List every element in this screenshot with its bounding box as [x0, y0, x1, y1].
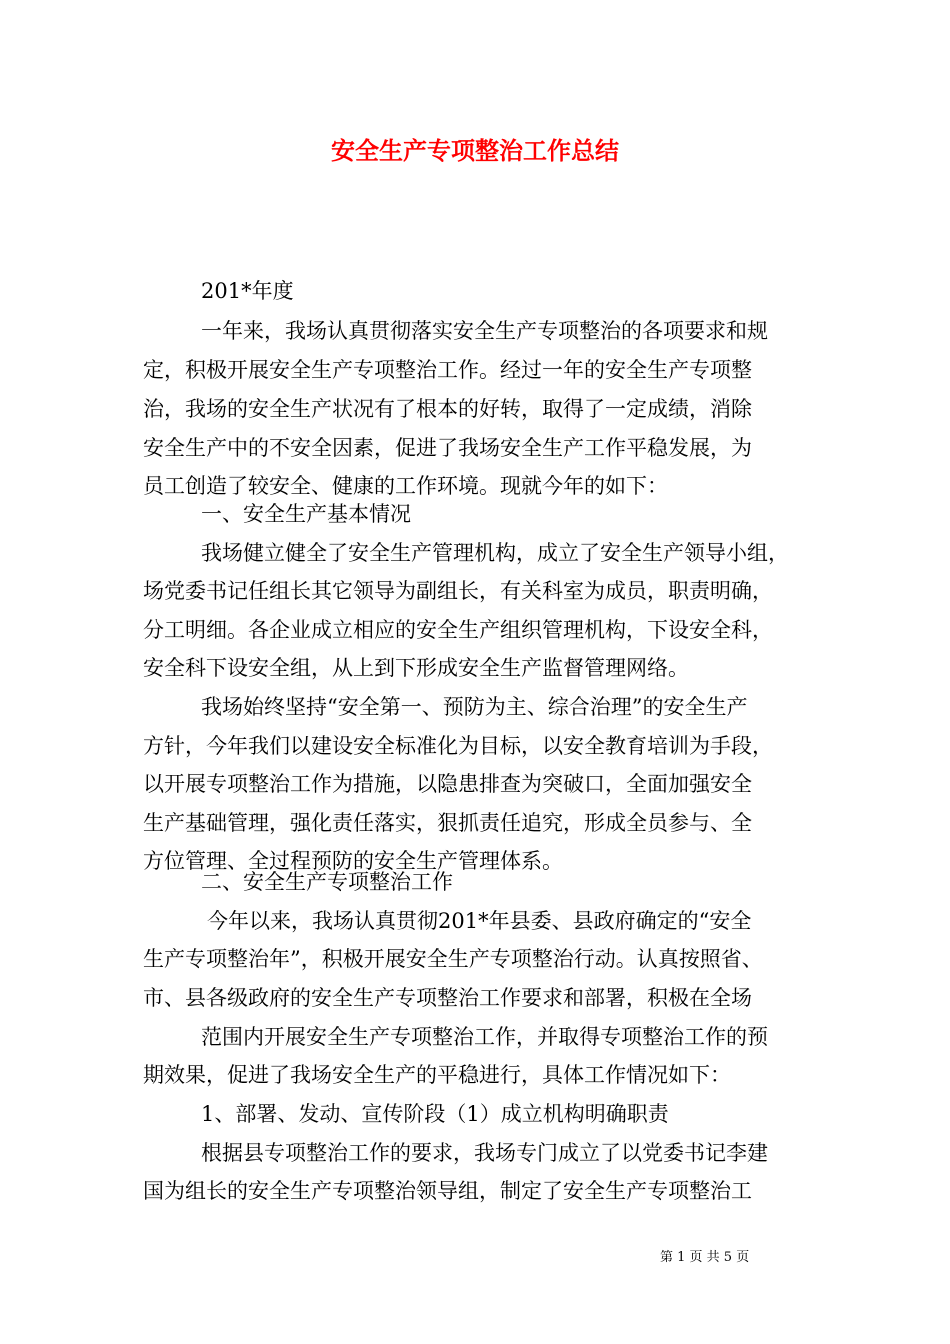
- body-line: 安全生产中的不安全因素，促进了我场安全生产工作平稳发展，为: [143, 436, 752, 460]
- section-heading: 一、安全生产基本情况: [201, 502, 411, 526]
- body-line: 场党委书记任组长其它领导为副组长，有关科室为成员，职责明确，: [143, 579, 773, 603]
- body-line: 分工明细。各企业成立相应的安全生产组织管理机构，下设安全科，: [143, 618, 773, 642]
- body-line: 市、县各级政府的安全生产专项整治工作要求和部署，积极在全场: [143, 986, 752, 1010]
- body-line: 治，我场的安全生产状况有了根本的好转，取得了一定成绩，消除: [143, 397, 752, 421]
- body-line: 我场始终坚持“安全第一、预防为主、综合治理”的安全生产: [201, 695, 748, 719]
- body-line: 方位管理、全过程预防的安全生产管理体系。: [143, 849, 563, 873]
- body-line: 范围内开展安全生产专项整治工作，并取得专项整治工作的预: [201, 1025, 768, 1049]
- body-line: 员工创造了较安全、健康的工作环境。现就今年的如下：: [143, 474, 668, 498]
- section-heading: 二、安全生产专项整治工作: [201, 870, 453, 894]
- body-line: 方针，今年我们以建设安全标准化为目标，以安全教育培训为手段，: [143, 734, 773, 758]
- body-line: 安全科下设安全组，从上到下形成安全生产监督管理网络。: [143, 656, 689, 680]
- body-line: 期效果，促进了我场安全生产的平稳进行，具体工作情况如下：: [143, 1063, 731, 1087]
- body-line: 定，积极开展安全生产专项整治工作。经过一年的安全生产专项整: [143, 358, 752, 382]
- body-line: 以开展专项整治工作为措施，以隐患排查为突破口，全面加强安全: [143, 772, 752, 796]
- subsection-heading: 1、部署、发动、宣传阶段（1）成立机构明确职责: [201, 1102, 669, 1126]
- document-title: 安全生产专项整治工作总结: [331, 136, 619, 165]
- body-line: 一年来，我场认真贯彻落实安全生产专项整治的各项要求和规: [201, 319, 768, 343]
- body-line: 国为组长的安全生产专项整治领导组，制定了安全生产专项整治工: [143, 1179, 752, 1203]
- body-line: 生产专项整治年”，积极开展安全生产专项整治行动。认真按照省、: [143, 947, 763, 971]
- body-line: 根据县专项整治工作的要求，我场专门成立了以党委书记李建: [201, 1141, 768, 1165]
- body-line: 我场健立健全了安全生产管理机构，成立了安全生产领导小组，: [201, 541, 789, 565]
- page-number: 第 1 页 共 5 页: [660, 1250, 750, 1265]
- body-line: 生产基础管理，强化责任落实，狠抓责任追究，形成全员参与、全: [143, 811, 752, 835]
- body-line: 今年以来，我场认真贯彻201*年县委、县政府确定的“安全: [207, 909, 752, 933]
- year-line: 201*年度: [201, 279, 294, 303]
